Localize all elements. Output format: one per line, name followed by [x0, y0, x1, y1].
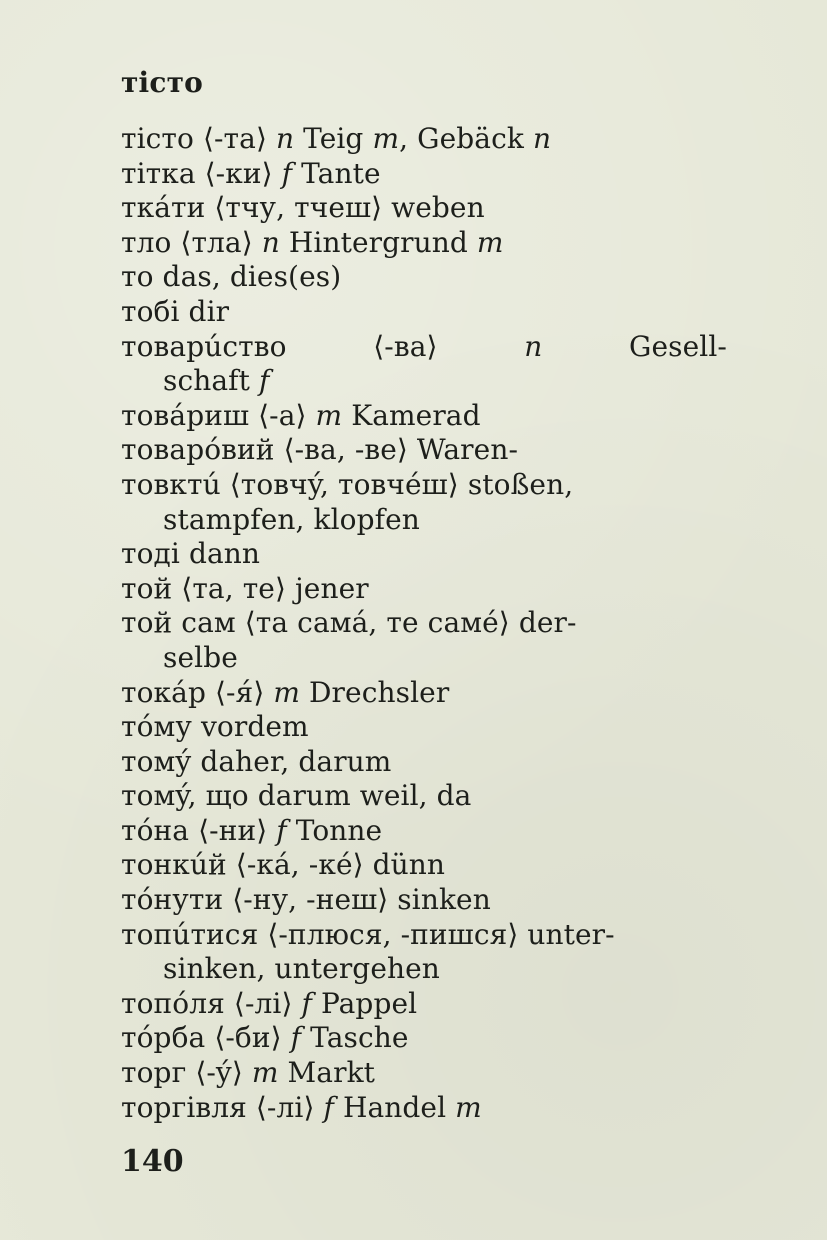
entry-tovarystvo [121, 330, 727, 399]
entry-line [121, 918, 727, 953]
entry-tkaty [121, 191, 727, 226]
entry-line [121, 122, 727, 157]
grammar-gender: m [251, 1056, 279, 1090]
translation: Gesell- [629, 329, 727, 363]
entry-line [121, 399, 727, 434]
translation: Tonne [286, 813, 383, 847]
headword: товарúство [121, 329, 287, 363]
entry-tokar [121, 676, 727, 711]
entry-tona [121, 814, 727, 849]
entry-line [121, 260, 727, 295]
entry-line [121, 572, 727, 607]
entry-line [121, 779, 727, 814]
entry-text: той сам ⟨та самá, те самé⟩ der- [121, 606, 577, 640]
entry-line [121, 468, 727, 503]
grammar-gender: f [259, 364, 270, 398]
entry-tovkty [121, 468, 727, 537]
entry-line [121, 710, 727, 745]
entry-continuation-line [121, 503, 727, 538]
translation: Teig [294, 122, 373, 155]
entry-tlo [121, 226, 727, 261]
entry-titka [121, 157, 727, 192]
grammar-gender: m [372, 122, 400, 155]
headword: торгівля ⟨-лі⟩ [121, 1090, 324, 1124]
entry-text: томý daher, darum [121, 744, 392, 778]
translation: Markt [278, 1056, 375, 1090]
headword: тóна ⟨-ни⟩ [121, 813, 277, 847]
grammar-gender: n [261, 225, 280, 259]
entry-text: томý, що darum weil, da [121, 779, 472, 813]
entry-text: товарóвий ⟨-ва, -ве⟩ Waren- [121, 433, 519, 467]
translation: Handel [333, 1090, 456, 1124]
entry-line [121, 676, 727, 711]
entry-text: тоді dann [121, 537, 261, 571]
translation: sinken, untergehen [163, 952, 440, 986]
grammar-gender: n [524, 329, 543, 363]
entry-tobi [121, 295, 727, 330]
entry-topolia [121, 987, 727, 1022]
translation: Pappel [311, 986, 418, 1020]
entry-line [121, 157, 727, 192]
headword: тісто ⟨-та⟩ [121, 122, 276, 155]
translation: Tante [292, 156, 381, 190]
entry-tonuty [121, 883, 727, 918]
entry-line [121, 848, 727, 883]
entry-toi [121, 572, 727, 607]
grammar-gender: f [290, 1021, 302, 1055]
entry-continuation-line [121, 952, 727, 987]
grammar-gender: m [476, 225, 504, 259]
entry-tonkyi [121, 848, 727, 883]
entry-text: ткáти ⟨тчу, тчеш⟩ weben [121, 191, 485, 225]
entry-text: тобі dir [121, 294, 230, 328]
entry-text: товктú ⟨товчý, товчéш⟩ stoßen, [121, 467, 574, 501]
entry-tomu-vordem [121, 710, 727, 745]
entry-text: топúтися ⟨-плюся, -пишся⟩ unter- [121, 917, 615, 951]
grammar-gender: f [276, 813, 287, 847]
translation: Drechsler [300, 675, 450, 709]
entry-line [121, 226, 727, 261]
entry-torba [121, 1021, 727, 1056]
entry-text: тóму vordem [121, 710, 309, 744]
grammar-gender: f [281, 156, 293, 190]
dictionary-entries [121, 122, 727, 1125]
entry-line [121, 191, 727, 226]
entry-text: той ⟨та, те⟩ jener [121, 571, 369, 605]
grammar-gender: n [275, 122, 295, 155]
entry-tomu-daher [121, 745, 727, 780]
translation: selbe [163, 640, 238, 674]
entry-line [121, 987, 727, 1022]
entry-torh [121, 1056, 727, 1091]
grammar-gender: f [323, 1090, 334, 1124]
entry-line [121, 1021, 727, 1056]
entry-tovarysh [121, 399, 727, 434]
grammar-gender: f [301, 986, 312, 1020]
entry-line [121, 537, 727, 572]
page-header-guide-word: тісто [121, 66, 204, 99]
entry-tomu-shcho [121, 779, 727, 814]
grammar-form: ⟨-ва⟩ [373, 329, 438, 363]
grammar-gender: m [315, 398, 343, 432]
translation: schaft [163, 364, 259, 398]
entry-toi-sam [121, 606, 727, 675]
entry-to [121, 260, 727, 295]
entry-line [121, 606, 727, 641]
translation: Tasche [301, 1021, 409, 1055]
entry-line [121, 1056, 727, 1091]
translation: , Gebäck [399, 122, 533, 155]
headword: токáр ⟨-я́⟩ [121, 675, 274, 709]
grammar-gender: m [455, 1090, 482, 1124]
entry-line [121, 883, 727, 918]
headword: тло ⟨тла⟩ [121, 225, 262, 259]
entry-line [121, 1091, 727, 1126]
entry-text: тóнути ⟨-ну, -неш⟩ sinken [121, 883, 491, 917]
entry-torhivlia [121, 1091, 727, 1126]
page-number: 140 [121, 1144, 184, 1179]
entry-tovarovyi [121, 433, 727, 468]
entry-continuation-line [121, 364, 727, 399]
translation: stampfen, klopfen [163, 502, 420, 536]
entry-text: то das, dies(es) [121, 260, 342, 294]
entry-continuation-line [121, 641, 727, 676]
entry-line [121, 330, 727, 365]
translation: Kamerad [342, 398, 481, 432]
headword: товáриш ⟨-а⟩ [121, 398, 316, 432]
grammar-gender: n [532, 122, 552, 155]
headword: топóля ⟨-лі⟩ [121, 986, 302, 1020]
headword: тітка ⟨-ки⟩ [121, 156, 282, 190]
entry-line [121, 295, 727, 330]
entry-topytysia [121, 918, 727, 987]
entry-tisto [121, 122, 727, 157]
translation: Hintergrund [279, 225, 477, 259]
headword: торг ⟨-ý⟩ [121, 1056, 252, 1090]
entry-todi [121, 537, 727, 572]
grammar-gender: m [273, 675, 300, 709]
entry-line [121, 433, 727, 468]
entry-line [121, 745, 727, 780]
entry-line [121, 814, 727, 849]
headword: тóрба ⟨-би⟩ [121, 1021, 291, 1055]
entry-text: тонкúй ⟨-кá, -кé⟩ dünn [121, 848, 446, 882]
